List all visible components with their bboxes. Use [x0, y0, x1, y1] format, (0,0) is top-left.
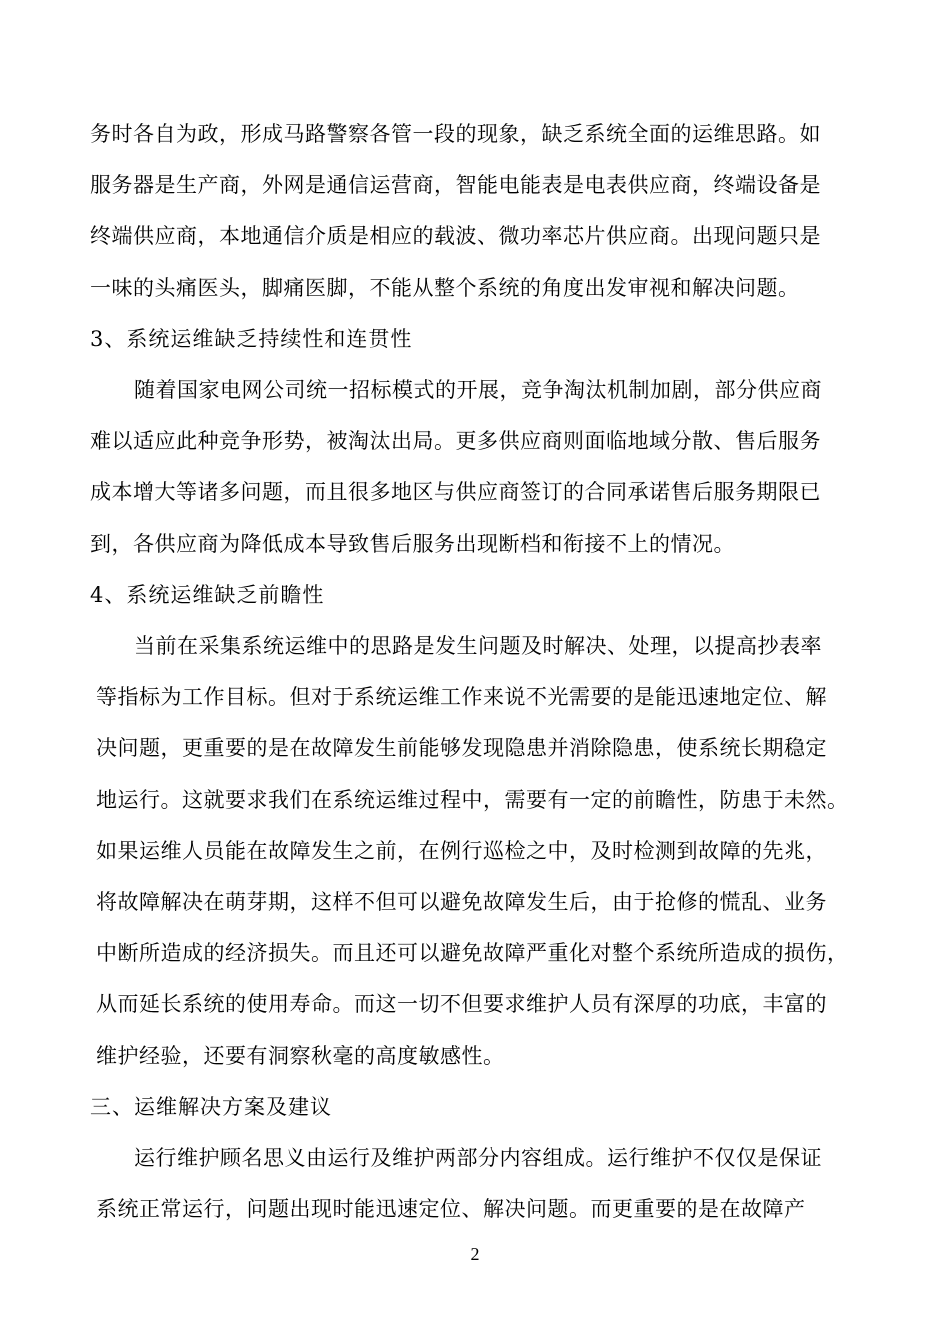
section-heading-4: 4、系统运维缺乏前瞻性: [90, 582, 325, 607]
paragraph-line: 成本增大等诸多问题，而且很多地区与供应商签订的合同承诺售后服务期限已: [90, 480, 821, 505]
paragraph-line: 如果运维人员能在故障发生之前，在例行巡检之中，及时检测到故障的先兆，: [96, 838, 827, 863]
paragraph-line: 难以适应此种竞争形势，被淘汰出局。更多供应商则面临地域分散、售后服务: [90, 429, 821, 454]
section-heading-3: 3、系统运维缺乏持续性和连贯性: [90, 326, 413, 351]
paragraph-line: 决问题，更重要的是在故障发生前能够发现隐患并消除隐患，使系统长期稳定: [96, 736, 827, 761]
paragraph-line: 服务器是生产商，外网是通信运营商，智能电能表是电表供应商，终端设备是: [90, 173, 821, 198]
paragraph-line: 务时各自为政，形成马路警察各管一段的现象，缺乏系统全面的运维思路。如: [90, 122, 821, 147]
paragraph-line: 将故障解决在萌芽期，这样不但可以避免故障发生后，由于抢修的慌乱、业务: [96, 889, 827, 914]
paragraph-line: 随着国家电网公司统一招标模式的开展，竞争淘汰机制加剧，部分供应商: [134, 378, 822, 403]
page-number: 2: [470, 1244, 480, 1264]
paragraph-line: 终端供应商，本地通信介质是相应的载波、微功率芯片供应商。出现问题只是: [90, 224, 821, 249]
paragraph-line: 一味的头痛医头，脚痛医脚，不能从整个系统的角度出发审视和解决问题。: [90, 275, 800, 300]
paragraph-line: 从而延长系统的使用寿命。而这一切不但要求维护人员有深厚的功底，丰富的: [96, 992, 827, 1017]
paragraph-line: 等指标为工作目标。但对于系统运维工作来说不光需要的是能迅速地定位、解: [96, 685, 827, 710]
paragraph-line: 运行维护顾名思义由运行及维护两部分内容组成。运行维护不仅仅是保证: [134, 1145, 822, 1170]
paragraph-line: 当前在采集系统运维中的思路是发生问题及时解决、处理，以提高抄表率: [134, 633, 822, 658]
paragraph-line: 中断所造成的经济损失。而且还可以避免故障严重化对整个系统所造成的损伤，: [96, 941, 849, 966]
paragraph-line: 地运行。这就要求我们在系统运维过程中，需要有一定的前瞻性，防患于未然。: [96, 787, 849, 812]
paragraph-line: 系统正常运行，问题出现时能迅速定位、解决问题。而更重要的是在故障产: [96, 1197, 806, 1222]
paragraph-line: 维护经验，还要有洞察秋毫的高度敏感性。: [96, 1043, 505, 1068]
section-heading-three: 三、运维解决方案及建议: [90, 1094, 332, 1119]
paragraph-line: 到，各供应商为降低成本导致售后服务出现断档和衔接不上的情况。: [90, 531, 735, 556]
